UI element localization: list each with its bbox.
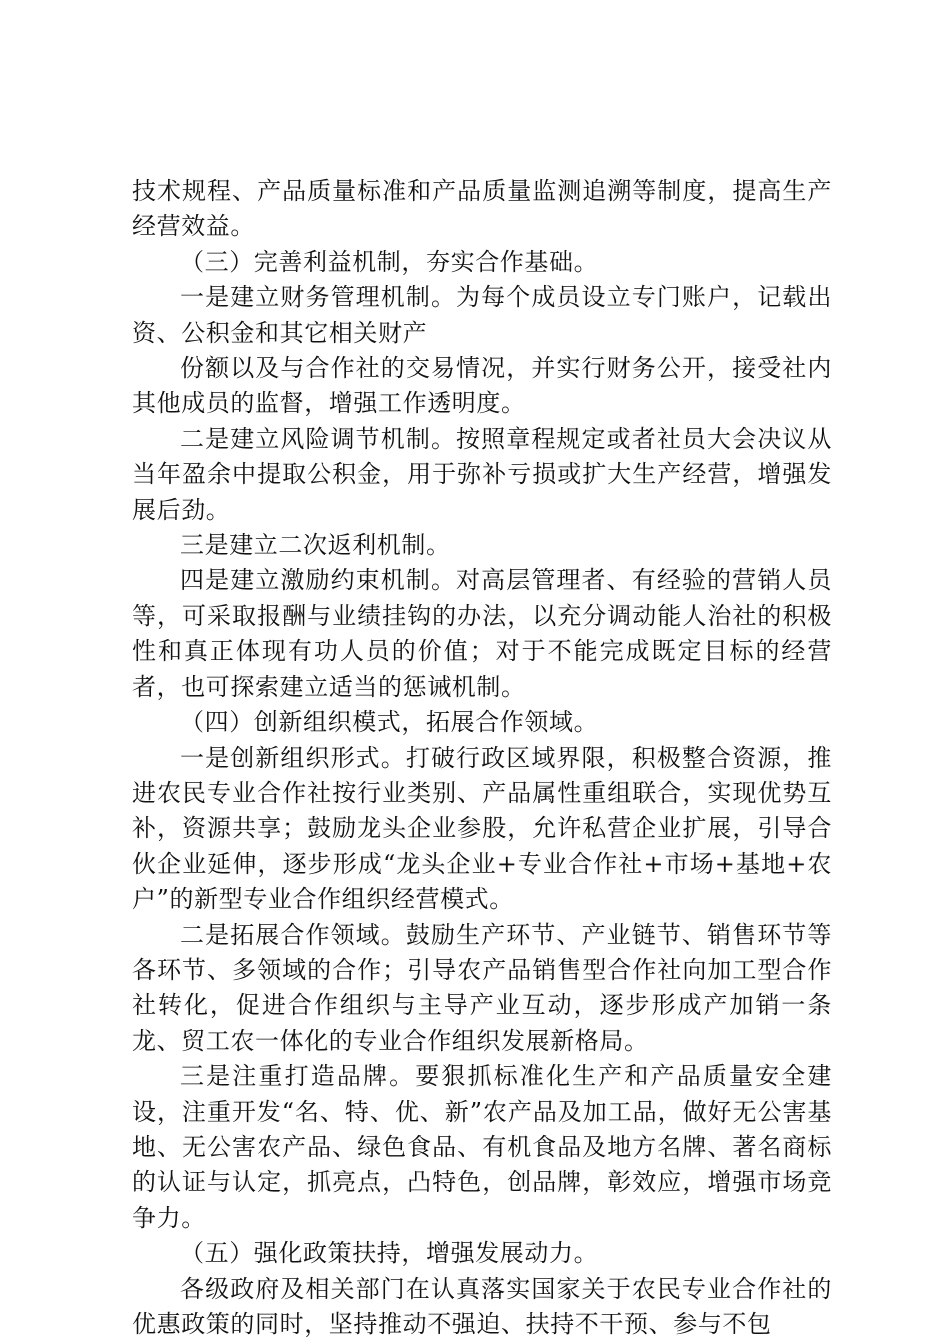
paragraph: 份额以及与合作社的交易情况，并实行财务公开，接受社内其他成员的监督，增强工作透明度。 xyxy=(132,354,832,418)
paragraph: 三是注重打造品牌。要狠抓标准化生产和产品质量安全建设，注重开发“名、特、优、新”农产品及加工品，做好无公害基地、无公害农产品、绿色食品、有机食品及地方名牌、著名商标的认证与认定，抓亮点，凸特色，创品牌，彰效应，增强市场竞争力。 xyxy=(132,1062,832,1232)
section-heading: （四）创新组织模式，拓展合作领域。 xyxy=(180,708,599,737)
section-heading: （三）完善利益机制，夯实合作基础。 xyxy=(180,247,599,276)
paragraph: 二是拓展合作领域。鼓励生产环节、产业链节、销售环节等各环节、多领域的合作；引导农产品销售型合作社向加工型合作社转化，促进合作组织与主导产业互动，逐步形成产加销一条龙、贸工农一体化的专业合作组织发展新格局。 xyxy=(132,920,832,1055)
paragraph: 二是建立风险调节机制。按照章程规定或者社员大会决议从当年盈余中提取公积金，用于弥补亏损或扩大生产经营，增强发展后劲。 xyxy=(132,424,832,524)
document-body xyxy=(132,174,832,1342)
paragraph: 一是创新组织形式。打破行政区域界限，积极整合资源，推进农民专业合作社按行业类别、产品属性重组联合，实现优势互补，资源共享；鼓励龙头企业参股，允许私营企业扩展，引导合伙企业延伸，逐步形成“龙头企业+专业合作社+市场+基地+农户”的新型专业合作组织经营模式。 xyxy=(132,743,832,914)
paragraph: 四是建立激励约束机制。对高层管理者、有经验的营销人员等，可采取报酬与业绩挂钩的办法，以充分调动能人治社的积极性和真正体现有功人员的价值；对于不能完成既定目标的经营者，也可探索建立适当的惩诫机制。 xyxy=(132,566,832,701)
section-heading: （五）强化政策扶持，增强发展动力。 xyxy=(180,1239,599,1268)
paragraph: 技术规程、产品质量标准和产品质量监测追溯等制度，提高生产经营效益。 xyxy=(132,177,832,241)
paragraph: 三是建立二次返利机制。 xyxy=(180,531,451,560)
paragraph: 一是建立财务管理机制。为每个成员设立专门账户，记载出资、公积金和其它相关财产 xyxy=(132,283,832,347)
paragraph: 各级政府及相关部门在认真落实国家关于农民专业合作社的优惠政策的同时，坚持推动不强迫、扶持不干预、参与不包 xyxy=(132,1274,832,1338)
